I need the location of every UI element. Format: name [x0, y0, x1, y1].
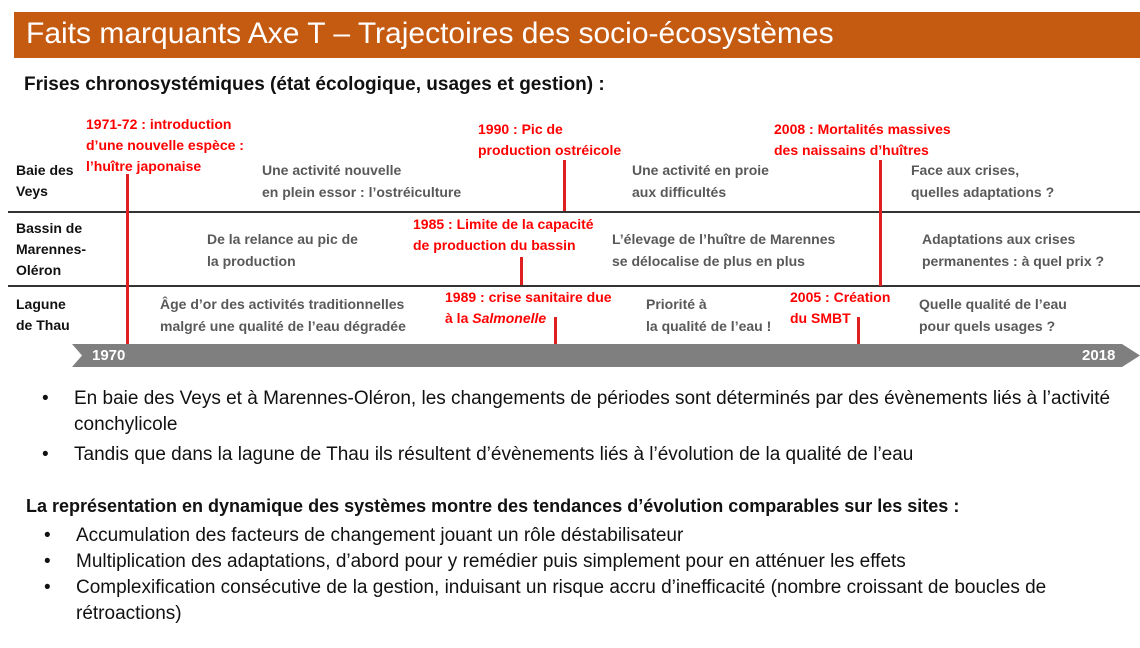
site-label-marennes: Bassin de Marennes- Oléron — [16, 220, 87, 278]
event-1971-label: 1971-72 : introduction d’une nouvelle espèce : l’huître japonaise — [86, 116, 244, 174]
trend-list — [44, 523, 1104, 627]
period-thau-2: Priorité à la qualité de l’eau ! — [646, 296, 772, 334]
site-label-veys: Baie des Veys — [16, 162, 74, 199]
list-item: • Tandis que dans la lagune de Thau ils résultent d’évènements liés à l’évolution de la qualité de l’eau — [42, 442, 1112, 468]
event-1990-label: 1990 : Pic de production ostréicole — [478, 121, 622, 158]
observation-list — [42, 386, 1112, 468]
event-2008-label: 2008 : Mortalités massives des naissains d’huîtres — [774, 121, 951, 158]
page-title: Faits marquants Axe T – Trajectoires des socio-écosystèmes — [26, 17, 834, 50]
period-thau-1: Âge d’or des activités traditionnelles malgré une qualité de l’eau dégradée — [160, 296, 406, 334]
site-label-thau: Lagune de Thau — [16, 296, 70, 333]
event-1985-label: 1985 : Limite de la capacité de production du bassin — [413, 216, 594, 253]
event-2005-label: 2005 : Création du SMBT — [790, 289, 891, 326]
period-veys-1: Une activité nouvelle en plein essor : l’ostréiculture — [262, 162, 462, 200]
event-line-1990 — [563, 160, 566, 211]
event-line-1971 — [126, 174, 129, 344]
event-line-2008 — [879, 160, 882, 286]
list-item: • Multiplication des adaptations, d’abord pour y remédier puis simplement pour en atténuer les effets — [44, 549, 1104, 575]
period-marennes-1: De la relance au pic de la production — [207, 231, 358, 269]
period-marennes-2: L’élevage de l’huître de Marennes se délocalise de plus en plus — [612, 231, 836, 269]
event-1989-label: 1989 : crise sanitaire due à la Salmonelle — [445, 289, 612, 326]
period-veys-2: Une activité en proie aux difficultés — [632, 162, 769, 200]
section-subtitle: Frises chronosystémiques (état écologique, usages et gestion) : — [24, 74, 605, 95]
timeline-end-year: 2018 — [1082, 347, 1116, 364]
title-bar — [14, 12, 1140, 58]
section-heading: La représentation en dynamique des systèmes montre des tendances d’évolution comparables sur les sites : — [26, 496, 960, 516]
list-item: • Complexification consécutive de la gestion, induisant un risque accru d’inefficacité (nombre croissant de boucles de rétroactions) — [44, 575, 1104, 627]
period-marennes-3: Adaptations aux crises permanentes : à quel prix ? — [922, 231, 1105, 269]
period-veys-3: Face aux crises, quelles adaptations ? — [911, 162, 1055, 200]
timeline-arrow — [72, 344, 1140, 367]
event-line-1985 — [520, 257, 523, 285]
list-item: • En baie des Veys et à Marennes-Oléron, les changements de périodes sont déterminés par des évènements liés à l’activité conchylicole — [42, 386, 1112, 438]
row-separator — [8, 211, 1140, 213]
timeline-start-year: 1970 — [92, 347, 126, 364]
period-thau-3: Quelle qualité de l’eau pour quels usages ? — [919, 296, 1067, 334]
list-item: • Accumulation des facteurs de changement jouant un rôle déstabilisateur — [44, 523, 1104, 549]
